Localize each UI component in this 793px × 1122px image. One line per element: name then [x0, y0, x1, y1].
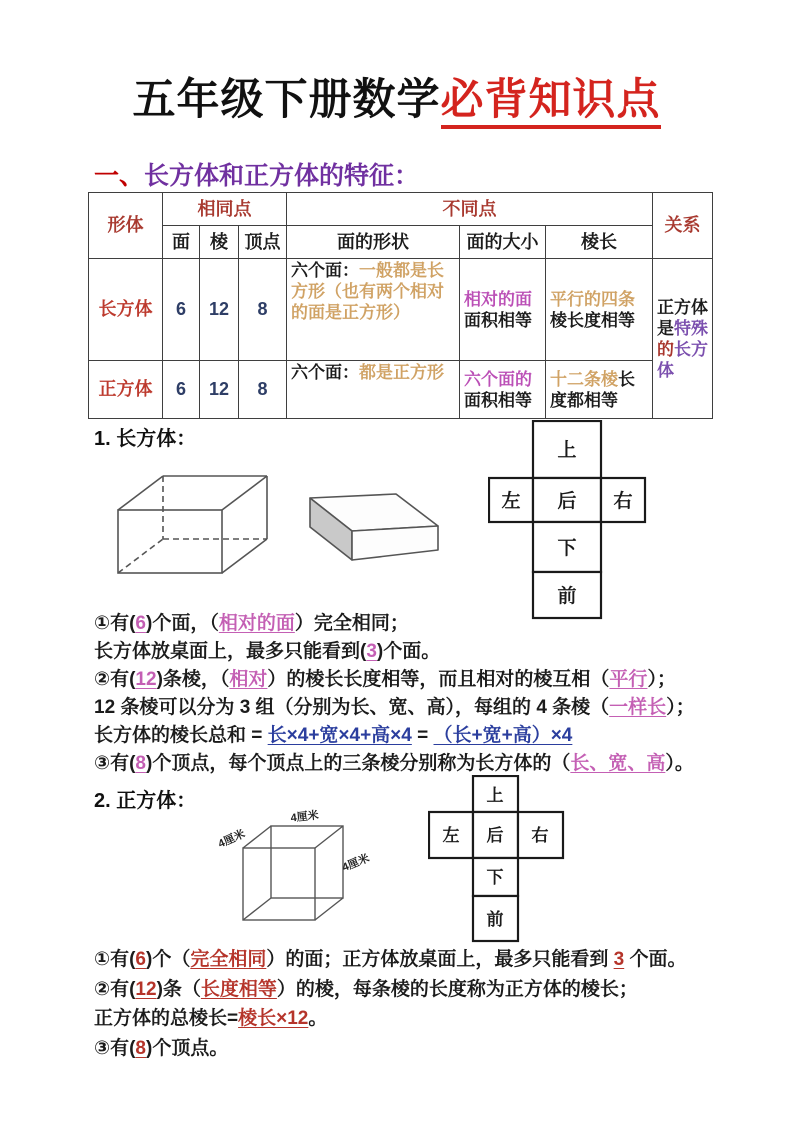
flat-box-diagram — [298, 488, 446, 576]
net2-top-label: 上 — [486, 786, 504, 805]
text-segment: )个顶点。 — [146, 1037, 229, 1059]
text-segment: 长方体的棱长总和 = — [94, 725, 268, 746]
net2-right-label: 右 — [531, 826, 549, 845]
text-segment: 面积相等 — [464, 390, 532, 410]
text-segment: 六个面： — [291, 363, 359, 382]
text-line — [94, 638, 734, 666]
section-1-heading — [94, 156, 419, 192]
text-segment: 3 — [613, 949, 625, 970]
text-segment: 8 — [135, 753, 146, 774]
text-segment: = — [411, 725, 434, 746]
text-segment: 平行的四条 — [550, 289, 635, 309]
text-segment: )条（ — [156, 978, 201, 1000]
text-line — [94, 945, 734, 975]
net2-center-label: 后 — [486, 826, 504, 845]
text-segment: 8 — [135, 1037, 146, 1059]
net1-bottom-label: 下 — [557, 538, 577, 559]
text-segment: 都是正方形 — [359, 363, 444, 382]
cube-face-shape-cell — [287, 361, 460, 419]
text-line — [94, 1034, 734, 1064]
cube-faces-cell: 6 — [163, 361, 200, 419]
text-segment: 六个面： — [291, 261, 359, 280]
cube-edges-cell: 12 — [200, 361, 239, 419]
text-segment: 6 — [135, 949, 146, 970]
cuboid-faces-cell: 6 — [163, 259, 200, 361]
header-relation: 关系 — [653, 193, 713, 259]
text-line — [94, 750, 734, 778]
text-segment: ）； — [647, 669, 676, 690]
cuboid-properties-text — [94, 610, 734, 778]
header-faces: 面 — [163, 226, 200, 259]
text-segment: 长度相等 — [200, 978, 277, 1000]
cuboid-name-cell: 长方体 — [89, 259, 163, 361]
text-line — [94, 666, 734, 694]
cube-right-edge-label: 4厘米 — [340, 852, 372, 875]
text-segment: 完全相同 — [190, 949, 267, 970]
text-segment: )个面，（ — [146, 613, 219, 634]
text-line — [94, 975, 734, 1005]
cuboid-edges-cell: 12 — [200, 259, 239, 361]
text-line — [94, 694, 734, 722]
text-segment: 3 — [366, 641, 377, 662]
table-row-cube — [89, 361, 713, 419]
text-segment: 正方体的总棱长= — [94, 1008, 239, 1029]
text-segment: 12 条棱可以分为 3 组（分别为长、宽、高），每组的 4 条棱（ — [94, 697, 610, 718]
table-row-cuboid — [89, 259, 713, 361]
header-similarities: 相同点 — [163, 193, 287, 226]
text-segment: 相对的面 — [464, 289, 532, 309]
text-segment: 六个面的 — [464, 369, 532, 389]
text-segment: ）的棱长长度相等，而且相对的棱互相（ — [267, 669, 610, 690]
header-face-shape: 面的形状 — [287, 226, 460, 259]
text-segment: 长方体放桌面上，最多只能看到( — [94, 641, 367, 662]
text-segment: （长+宽+高）×4 — [433, 725, 573, 746]
cuboid-edge-length-cell — [546, 259, 653, 361]
header-face-size: 面的大小 — [460, 226, 546, 259]
subsection-cuboid-heading: 1. 长方体： — [94, 428, 197, 450]
text-segment: 长度都相等 — [550, 369, 635, 410]
text-segment: 平行 — [609, 669, 648, 690]
text-segment: ）的面；正方体放桌面上，最多只能看到 — [266, 949, 614, 970]
cube-wireframe-diagram — [205, 808, 375, 938]
net1-front-label: 前 — [557, 586, 577, 607]
text-segment: ②有( — [94, 669, 136, 690]
text-segment: ①有( — [94, 613, 136, 634]
text-segment: 棱长×12 — [238, 1008, 309, 1029]
relation-cell — [653, 259, 713, 419]
text-segment: 十二条棱 — [550, 369, 618, 389]
section-1-number: 一、 — [94, 162, 145, 190]
text-segment: ）； — [666, 697, 695, 718]
page-title — [0, 66, 793, 127]
text-line — [94, 722, 734, 750]
text-segment: )条棱，（ — [156, 669, 230, 690]
subsection-cube-heading: 2. 正方体： — [94, 790, 197, 812]
cube-top-edge-label: 4厘米 — [290, 809, 320, 825]
text-segment: 相对 — [229, 669, 268, 690]
text-segment: )个顶点，每个顶点上的三条棱分别称为长方体的（ — [146, 753, 571, 774]
cube-properties-text — [94, 945, 734, 1063]
text-segment: 的 — [657, 339, 674, 359]
text-segment: 一样长 — [609, 697, 667, 718]
text-segment: ②有( — [94, 978, 136, 1000]
text-segment: 长、宽、高 — [570, 753, 666, 774]
text-segment: 面积相等 — [464, 310, 532, 330]
text-segment: ）的棱，每条棱的长度称为正方体的棱长； — [276, 978, 638, 1000]
cube-net-diagram — [428, 775, 566, 945]
text-segment: 。 — [308, 1008, 328, 1029]
cuboid-face-size-cell — [460, 259, 546, 361]
cube-name-cell: 正方体 — [89, 361, 163, 419]
header-edge-length: 棱长 — [546, 226, 653, 259]
net2-front-label: 前 — [486, 910, 504, 929]
header-differences: 不同点 — [287, 193, 653, 226]
text-segment: ①有( — [94, 949, 136, 970]
text-segment: )个（ — [146, 949, 191, 970]
net1-top-label: 上 — [557, 440, 577, 461]
text-segment: ）。 — [665, 753, 694, 774]
cuboid-face-shape-cell — [287, 259, 460, 361]
text-segment: 一般都是长方形（也有两个相对的面是正方形） — [291, 261, 444, 322]
net1-right-label: 右 — [613, 491, 633, 512]
cube-vertices-cell: 8 — [239, 361, 287, 419]
cuboid-wireframe-diagram — [110, 468, 275, 580]
net2-left-label: 左 — [442, 826, 460, 845]
net2-bottom-label: 下 — [486, 868, 504, 887]
text-segment: 12 — [135, 978, 157, 1000]
text-segment: 相对的面 — [218, 613, 295, 634]
text-segment: 正方体是 — [657, 297, 708, 338]
text-segment: ③有( — [94, 753, 136, 774]
text-segment: )个面。 — [376, 641, 441, 662]
text-line — [94, 610, 734, 638]
net1-left-label: 左 — [501, 491, 521, 512]
text-segment: 个面。 — [624, 949, 687, 970]
page-title-red-underlined: 必背知识点 — [441, 76, 661, 129]
text-line — [94, 1004, 734, 1034]
header-edges: 棱 — [200, 226, 239, 259]
text-segment: 长×4+宽×4+高×4 — [267, 725, 412, 746]
cuboid-vertices-cell: 8 — [239, 259, 287, 361]
cube-left-edge-label: 4厘米 — [216, 828, 248, 851]
text-segment: 长方体 — [657, 339, 708, 380]
comparison-table — [88, 192, 713, 419]
text-segment: 特殊 — [674, 318, 708, 338]
section-1-title: 长方体和正方体的特征： — [144, 162, 420, 190]
cube-face-size-cell — [460, 361, 546, 419]
page-title-black: 五年级下册数学 — [132, 76, 441, 124]
text-segment: 6 — [135, 613, 146, 634]
cube-edge-length-cell — [546, 361, 653, 419]
header-vertices: 顶点 — [239, 226, 287, 259]
text-segment: 棱长度相等 — [550, 310, 635, 330]
text-segment: ③有( — [94, 1037, 136, 1059]
text-segment: 12 — [135, 669, 157, 690]
header-shape: 形体 — [89, 193, 163, 259]
cuboid-net-diagram — [488, 420, 648, 620]
text-segment: ）完全相同； — [294, 613, 409, 634]
net1-center-label: 后 — [557, 491, 577, 512]
